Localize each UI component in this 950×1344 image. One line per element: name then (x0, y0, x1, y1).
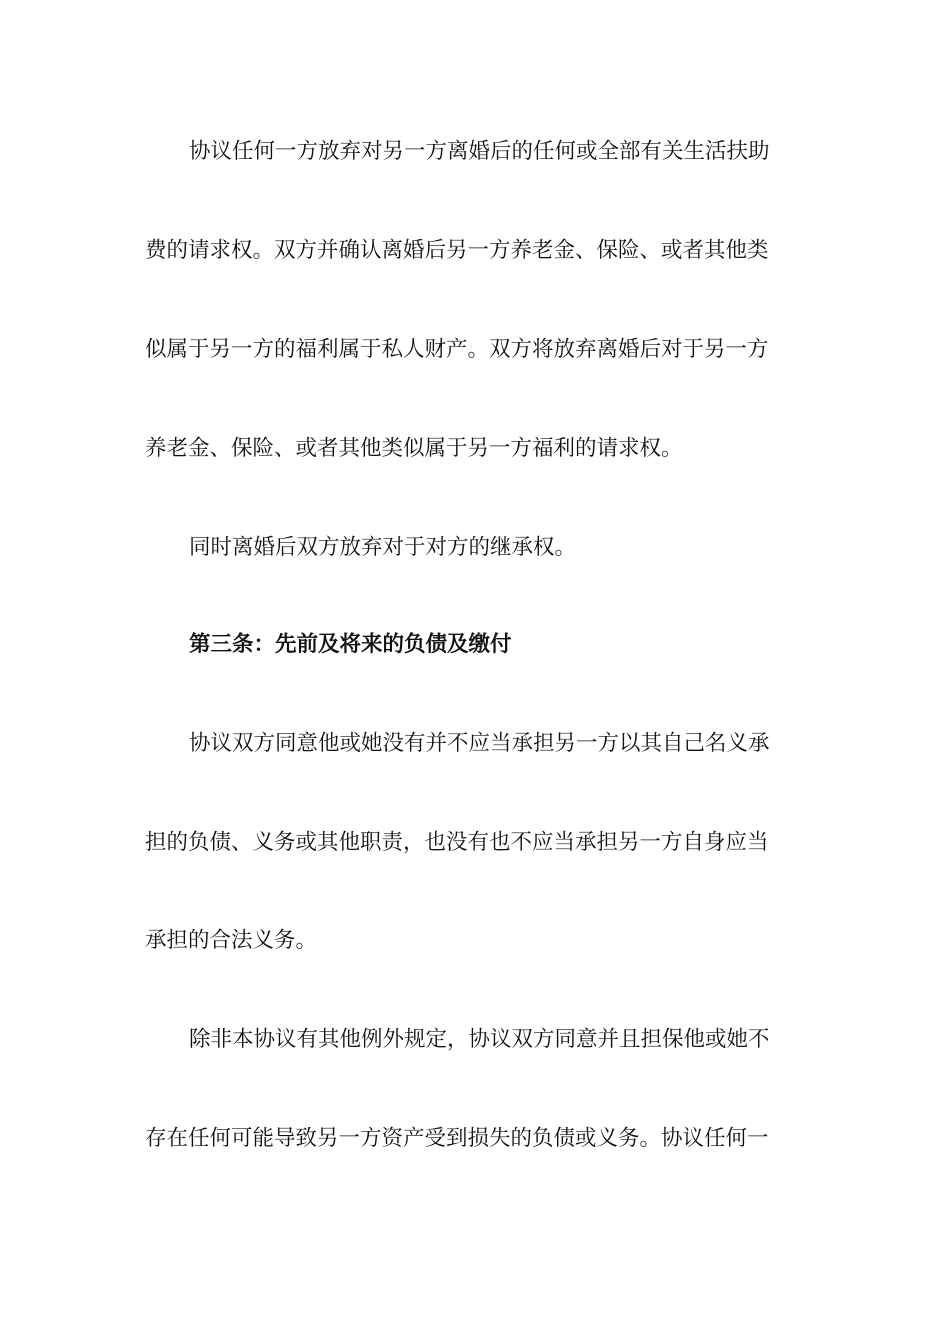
section-heading: 第三条：先前及将来的负债及缴付 (189, 632, 512, 657)
paragraph-line: 协议任何一方放弃对另一方离婚后的任何或全部有关生活扶助 (189, 139, 770, 164)
paragraph-line: 存在任何可能导致另一方资产受到损失的负债或义务。协议任何一 (145, 1126, 769, 1151)
paragraph-line: 协议双方同意他或她没有并不应当承担另一方以其自己名义承 (189, 731, 770, 756)
paragraph-line: 似属于另一方的福利属于私人财产。双方将放弃离婚后对于另一方 (145, 337, 769, 362)
paragraph-line: 承担的合法义务。 (145, 928, 318, 953)
paragraph-line: 担的负债、义务或其他职责，也没有也不应当承担另一方自身应当 (145, 830, 769, 855)
paragraph-line: 同时离婚后双方放弃对于对方的继承权。 (189, 535, 577, 560)
paragraph-line: 费的请求权。双方并确认离婚后另一方养老金、保险、或者其他类 (145, 238, 769, 263)
paragraph-line: 养老金、保险、或者其他类似属于另一方福利的请求权。 (145, 436, 683, 461)
paragraph-line: 除非本协议有其他例外规定，协议双方同意并且担保他或她不 (189, 1027, 770, 1052)
